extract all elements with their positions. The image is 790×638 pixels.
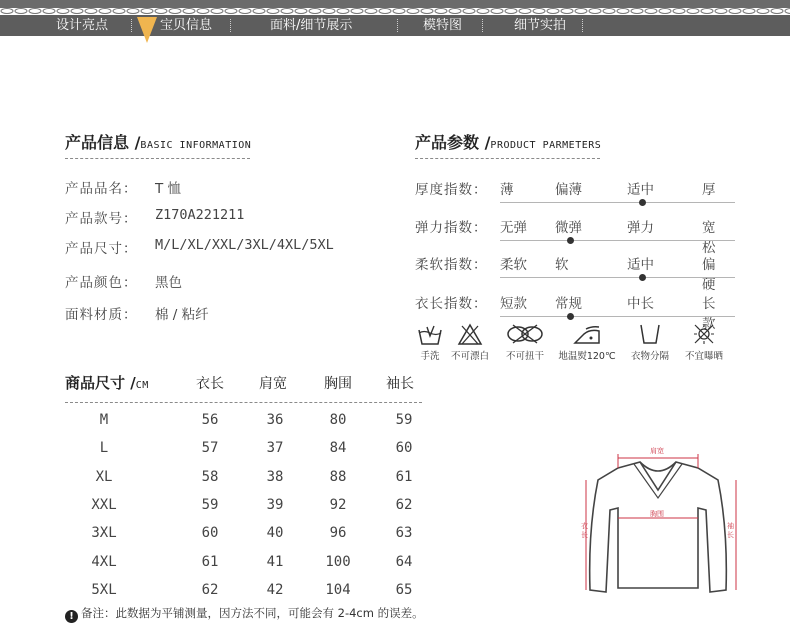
- size-table-title: 商品尺寸 /CM: [65, 374, 149, 392]
- table-cell: 80: [329, 412, 347, 428]
- care-label: 不宜曝晒: [684, 351, 723, 362]
- nav-bar: [0, 15, 790, 36]
- active-nav-marker: [137, 17, 157, 43]
- param-index-option: 微弹: [555, 220, 582, 236]
- param-index-option: 适中: [627, 182, 654, 198]
- shirt-measure-diagram: [578, 440, 742, 605]
- table-cell: 96: [329, 525, 347, 542]
- nav-divider: [582, 19, 583, 32]
- field-label-name: 产品品名：: [65, 181, 138, 197]
- table-cell-size: 3XL: [91, 525, 117, 542]
- param-index-option: 薄: [500, 182, 514, 198]
- param-index-option: 软: [555, 257, 569, 273]
- table-cell: 38: [266, 468, 284, 485]
- param-index-marker: [639, 199, 646, 206]
- table-cell-size: 4XL: [91, 553, 117, 570]
- nav-item-model[interactable]: 模特图: [423, 18, 463, 33]
- param-index-marker: [639, 274, 646, 281]
- nav-item-design[interactable]: 设计亮点: [56, 18, 109, 33]
- table-cell-size: XL: [95, 468, 113, 485]
- table-cell-size: 5XL: [91, 581, 117, 598]
- table-cell: 40: [266, 525, 284, 542]
- care-item: [626, 322, 674, 362]
- table-cell: 88: [329, 468, 347, 485]
- param-index-label: 柔软指数：: [415, 257, 488, 273]
- table-cell: 56: [201, 412, 219, 428]
- param-index-option: 弹力: [627, 220, 654, 236]
- table-cell: 58: [201, 468, 219, 485]
- table-header: 衣长: [196, 376, 224, 392]
- care-item: [501, 322, 549, 362]
- divider: [65, 158, 250, 159]
- measurement-note: [65, 605, 424, 623]
- field-value-material: 棉 / 粘纤: [155, 307, 209, 323]
- table-cell: 92: [329, 496, 347, 513]
- table-cell: 39: [266, 496, 284, 513]
- table-cell: 61: [201, 553, 219, 570]
- table-cell: 42: [266, 581, 284, 598]
- divider: [415, 158, 600, 159]
- table-cell: 60: [201, 525, 219, 542]
- table-cell: 57: [201, 440, 219, 457]
- param-index-row: [415, 178, 725, 204]
- field-value-code: Z170A221211: [155, 207, 245, 223]
- param-index-track: [500, 240, 735, 241]
- field-label-color: 产品颜色：: [65, 275, 138, 291]
- param-index-marker: [567, 313, 574, 320]
- nav-divider: [131, 19, 132, 32]
- iron-low-icon: [572, 322, 602, 346]
- diagram-label-length: 衣长: [581, 522, 588, 539]
- table-cell: 104: [325, 581, 351, 598]
- diagram-label-chest: 胸围: [650, 510, 664, 518]
- param-index-option: 短款: [500, 296, 527, 312]
- no-bleach-icon: [457, 322, 483, 346]
- table-cell: 60: [395, 440, 413, 457]
- field-value-name: T 恤: [155, 181, 182, 197]
- care-label: 地温熨120℃: [558, 351, 616, 362]
- param-index-row: [415, 253, 725, 293]
- param-index-option: 偏硬: [702, 257, 716, 293]
- table-cell-size: XXL: [91, 496, 117, 513]
- param-index-option: 长款: [702, 296, 716, 332]
- param-index-label: 衣长指数：: [415, 296, 488, 312]
- nav-divider: [230, 19, 231, 32]
- nav-divider: [482, 19, 483, 32]
- param-index-option: 无弹: [500, 220, 527, 236]
- care-item: [446, 322, 494, 362]
- care-item: [680, 322, 728, 362]
- table-header: 袖长: [386, 376, 414, 392]
- care-label: 不可漂白: [450, 351, 489, 362]
- param-index-row: [415, 216, 725, 256]
- table-header: 胸围: [324, 376, 352, 392]
- no-sun-icon: [691, 322, 717, 346]
- param-index-option: 柔软: [500, 257, 527, 273]
- field-label-size: 产品尺寸：: [65, 241, 138, 257]
- param-index-track: [500, 316, 735, 317]
- table-cell-size: M: [99, 412, 109, 428]
- table-cell: 59: [201, 496, 219, 513]
- table-cell: 61: [395, 468, 413, 485]
- table-cell: 84: [329, 440, 347, 457]
- care-label: 手洗: [420, 351, 440, 362]
- nav-item-fabric[interactable]: 面料/细节展示: [270, 18, 353, 33]
- params-title: 产品参数 /PRODUCT PARMETERS: [415, 133, 602, 152]
- field-value-size: M/L/XL/XXL/3XL/4XL/5XL: [155, 237, 334, 253]
- chain-decoration: [0, 7, 790, 15]
- table-cell: 59: [395, 412, 413, 428]
- param-index-marker: [567, 237, 574, 244]
- wash-separately-icon: [637, 322, 663, 346]
- table-cell: 41: [266, 553, 284, 570]
- table-cell: 63: [395, 525, 413, 542]
- field-value-color: 黑色: [155, 275, 182, 291]
- param-index-track: [500, 277, 735, 278]
- diagram-label-shoulder: 肩宽: [650, 447, 664, 455]
- note-text: 备注：此数据为平铺测量，因方法不同，可能会有 2-4cm 的误差。: [81, 606, 424, 620]
- table-divider: [65, 402, 422, 403]
- table-cell-size: L: [99, 440, 109, 457]
- exclamation-icon: !: [65, 610, 78, 623]
- table-cell: 37: [266, 440, 284, 457]
- table-cell: 64: [395, 553, 413, 570]
- table-cell: 36: [266, 412, 284, 428]
- care-item: [416, 322, 444, 362]
- param-index-row: [415, 292, 725, 332]
- table-cell: 65: [395, 581, 413, 598]
- field-label-code: 产品款号：: [65, 211, 138, 227]
- param-index-option: 偏薄: [555, 182, 582, 198]
- param-index-label: 弹力指数：: [415, 220, 488, 236]
- basic-info-title: 产品信息 /BASIC INFORMATION: [65, 133, 252, 152]
- table-cell: 100: [325, 553, 351, 570]
- param-index-option: 厚: [702, 182, 716, 198]
- nav-divider: [397, 19, 398, 32]
- table-header: 肩宽: [259, 376, 287, 392]
- shirt-outline: [590, 462, 727, 592]
- table-cell: 62: [395, 496, 413, 513]
- hand-wash-icon: [417, 322, 443, 346]
- param-index-option: 中长: [627, 296, 654, 312]
- param-index-option: 常规: [555, 296, 582, 312]
- nav-item-info[interactable]: 宝贝信息: [160, 18, 213, 33]
- table-cell: 62: [201, 581, 219, 598]
- param-index-track: [500, 202, 735, 203]
- param-index-option: 宽松: [702, 220, 716, 256]
- nav-item-detail[interactable]: 细节实拍: [514, 18, 567, 33]
- diagram-label-sleeve: 袖长: [727, 522, 734, 539]
- no-wring-icon: [505, 322, 545, 346]
- care-label: 衣物分隔: [630, 351, 669, 362]
- param-index-label: 厚度指数：: [415, 182, 488, 198]
- care-item: [556, 322, 618, 362]
- care-label: 不可扭干: [505, 351, 544, 362]
- param-index-option: 适中: [627, 257, 654, 273]
- field-label-material: 面料材质：: [65, 307, 138, 323]
